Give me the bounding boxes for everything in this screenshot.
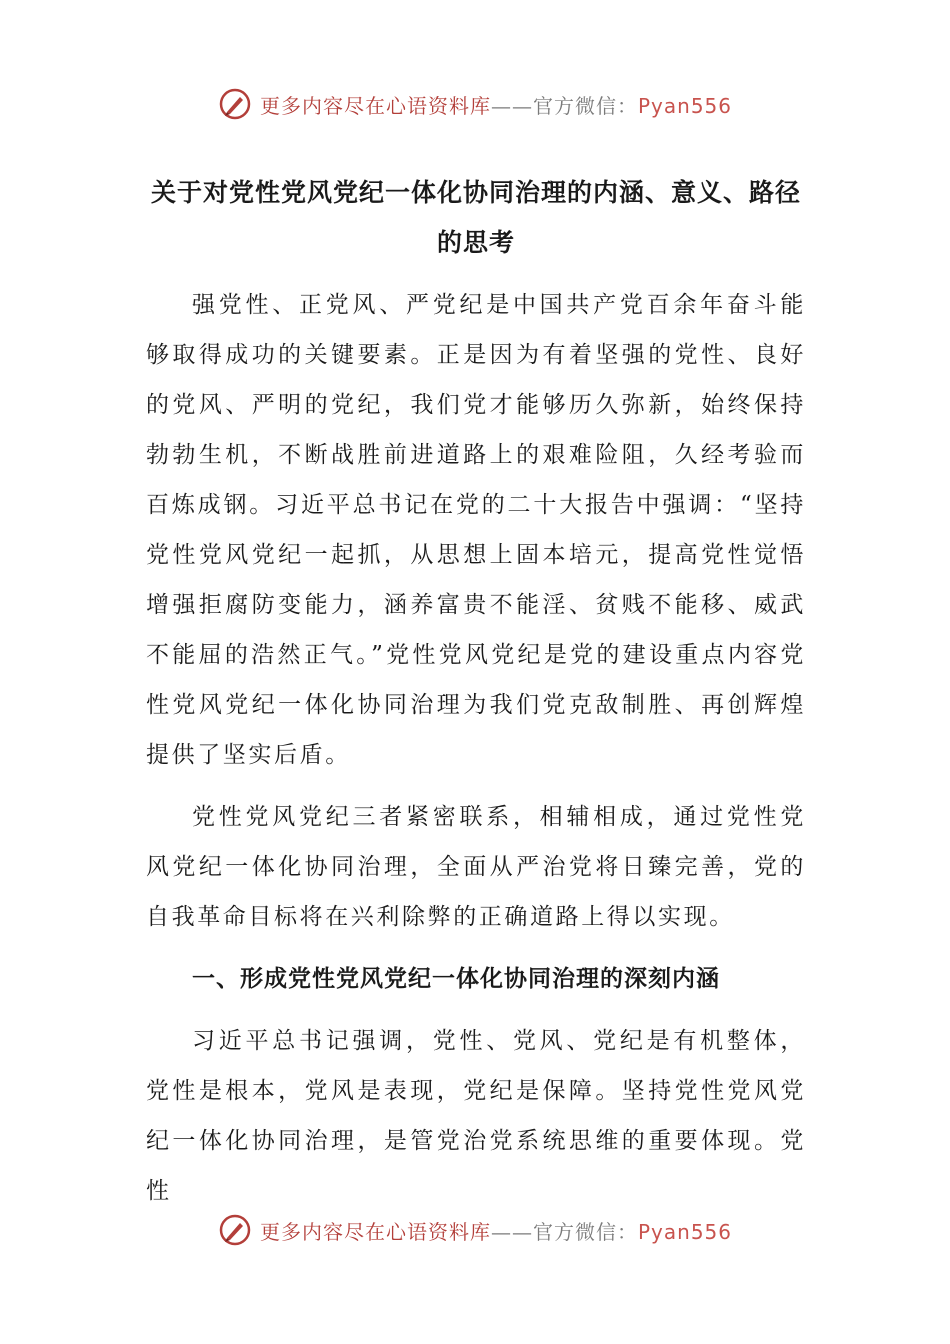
watermark-wechat-id: Pyan556 (637, 93, 732, 118)
watermark-dash: —— (490, 93, 533, 118)
watermark-wechat-id: Pyan556 (637, 1219, 732, 1244)
section-heading: 一、形成党性党风党纪一体化协同治理的深刻内涵 (192, 966, 720, 992)
document-title: 关于对党性党风党纪一体化协同治理的内涵、意义、路径的思考 (150, 178, 801, 257)
watermark-wechat-label: 官方微信： (532, 1219, 638, 1244)
section-paragraph: 习近平总书记强调，党性、党风、党纪是有机整体，党性是根本，党风是表现，党纪是保障。坚持党性党风党纪一体化协同治理，是管党治党系统思维的重要体现。党性 (146, 1028, 806, 1204)
pen-logo-icon (218, 1213, 252, 1247)
watermark-brand: 更多内容尽在心语资料库 (259, 1219, 491, 1244)
watermark-text (260, 1216, 732, 1245)
watermark-banner-bottom (0, 1210, 950, 1250)
watermark-text (260, 90, 732, 119)
watermark-brand: 更多内容尽在心语资料库 (259, 93, 491, 118)
watermark-dash: —— (490, 1219, 533, 1244)
watermark-wechat-label: 官方微信： (532, 93, 638, 118)
document-body (146, 280, 806, 1228)
pen-logo-icon (218, 87, 252, 121)
watermark-banner-top (0, 84, 950, 124)
paragraph-1: 强党性、正党风、严党纪是中国共产党百余年奋斗能够取得成功的关键要素。正是因为有着坚强的党性、良好的党风、严明的党纪，我们党才能够历久弥新，始终保持勃勃生机，不断战胜前进道路上的艰难险阻，久经考验而百炼成钢。习近平总书记在党的二十大报告中强调：“坚持党性党风党纪一起抓，从思想上固本培元，提高党性觉悟增强拒腐防变能力，涵养富贵不能淫、贫贱不能移、威武不能屈的浩然正气。”党性党风党纪是党的建设重点内容党性党风党纪一体化协同治理为我们党克敌制胜、再创辉煌提供了坚实后盾。 (146, 292, 806, 768)
paragraph-2: 党性党风党纪三者紧密联系，相辅相成，通过党性党风党纪一体化协同治理，全面从严治党将日臻完善，党的自我革命目标将在兴利除弊的正确道路上得以实现。 (146, 804, 806, 930)
